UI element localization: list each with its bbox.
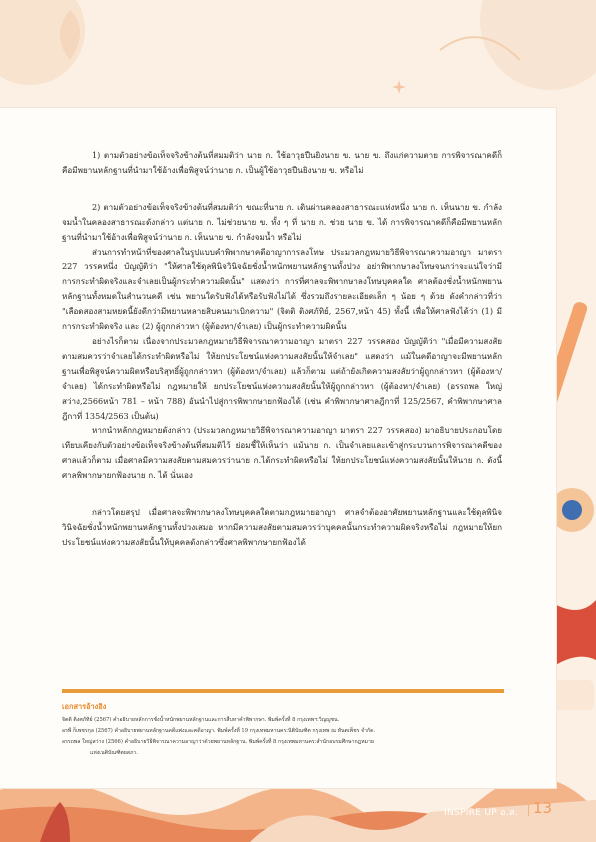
- paragraph: ส่วนการทำหน้าที่ของศาลในรูปแบบคำพิพากษาคดีอาญาการลงโทษ ประมวลกฎหมายวิธีพิจารณาความอาญา มาตรา 227 วรรคหนึ่ง บัญญัติว่า "ให้ศาลใช้ดุลพินิจวินิจฉัยชั่งน้ำหนักพยานหลักฐานทั้งปวง อย่าพิพากษาลงโทษจนกว่าจะแน่ใจว่ามีการกระทำผิดจริงและจำเลยเป็นผู้กระทำความผิดนั้น" แสดงว่า การที่ศาลจะพิพากษาลงโทษบุคคลใด ศาลต้องชั่งน้ำหนักพยานหลักฐานทั้งหมดในสำนวนคดี เช่น พยานใดรับฟังได้หรือรับฟังไม่ได้ ซึ่งรวมถึงรายละเอียดเล็ก ๆ น้อย ๆ ด้วย ดังคำกล่าวที่ว่า "เลือดสองสามหยดนี้ยังดีกว่ามีพยานหลายสิบคนมาเบิกความ" (จิตติ ติงศภัทิย์, 2567,หน้า 45) ทั้งนี้ เพื่อให้ศาลฟังได้ว่า (1) มีการกระทำผิดจริง และ (2) ผู้ถูกกล่าวหา (ผู้ต้องหา/จำเลย) เป็นผู้กระทำความผิดนั้น: [62, 246, 502, 332]
- paragraph: 2) ตามตัวอย่างข้อเท็จจริงข้างต้นที่สมมติว่า ขณะที่นาย ก. เดินผ่านคลองสาธารณะแห่งหนึ่ง นาย ก. เห็นนาย ข. กำลังจมน้ำในคลองสาธารณะดังกล่าว แต่นาย ก. ไม่ช่วยนาย ข. ทั้ง ๆ ที่ นาย ก. ช่วย นาย ข. ได้ การพิจารณาคดีก็คือมีพยานหลักฐานที่นำมาใช้อ้างเพื่อพิสูจน์ว่านาย ก. เห็นนาย ข. กำลังจมน้ำ หรือไม่: [62, 201, 502, 242]
- article-body: [62, 148, 502, 550]
- reference-item: อรพี ก็เพชรกุล (2567) คำอธิบายพยานหลักฐานคดีแพ่งและคดีอาญา. พิมพ์ครั้งที่ 19 กรุงเทพมหานคร:นิติบัณฑิต กรุงเทพ ณ ทันตเพ็ชร จำกัด.: [62, 728, 376, 734]
- references-heading: เอกสารอ้างอิง: [62, 702, 107, 711]
- reference-item: อรรถพล ใหญ่สว่าง (2566) คำอธิบายวิธีพิจารณาความอาญาว่าด้วยพยานหลักฐาน. พิมพ์ครั้งที่ 8 กรุงเทพมหานคร:สำนักอบรมศึกษากฎหมาย: [62, 739, 374, 745]
- top-left-leaf-decoration: [0, 0, 140, 100]
- references-divider: [62, 689, 504, 693]
- top-right-circle-decoration: [440, 0, 596, 110]
- paragraph: อย่างไรก็ตาม เนื่องจากประมวลกฎหมายวิธีพิจารณาความอาญา มาตรา 227 วรรคสอง บัญญัติว่า "เมื่อมีความสงสัยตามสมควรว่าจำเลยได้กระทำผิดหรือไม่ ให้ยกประโยชน์แห่งความสงสัยนั้นให้จำเลย" แสดงว่า แม้ในคดีอาญาจะมีพยานหลักฐานเพื่อพิสูจน์ความผิดหรือบริสุทธิ์ผู้ถูกกล่าวหา (ผู้ต้องหา/จำเลย) แล้วก็ตาม แต่ถ้ายังเกิดความสงสัยว่าผู้ถูกกล่าวหา (ผู้ต้องหา/จำเลย) ได้กระทำผิดหรือไม่ กฎหมายให้ ยกประโยชน์แห่งความสงสัยนั้นให้ผู้ถูกกล่าวหา (ผู้ต้องหา/จำเลย) (อรรถพล ใหญ่สว่าง,2566หน้า 781 – หน้า 788) อันนำไปสู่การพิพากษายกฟ้องได้ (เช่น คำพิพากษาศาลฎีกาที่ 125/2567, คำพิพากษาศาลฎีกาที่ 1354/2563 เป็นต้น): [62, 335, 502, 421]
- footer-separator: [528, 804, 529, 816]
- star-icon: [392, 80, 406, 94]
- reference-item: จิตติ ติงศภัทิย์ (2567) คำอธิบายหลักการชั่งน้ำหนักพยานหลักฐานและการสืบหาคำพิพากษา. พิมพ์ครั้งที่ 8 กรุงเทพฯ:วิญญูชน.: [62, 717, 340, 723]
- references-list: [62, 715, 502, 759]
- paragraph: หากนำหลักกฎหมายดังกล่าว (ประมวลกฎหมายวิธีพิจารณาความอาญา มาตรา 227 วรรคสอง) มาอธิบายประกอบโดยเทียบเคียงกับตัวอย่างข้อเท็จจริงข้างต้นที่สมมติไว้ ย่อมชี้ให้เห็นว่า แม้นาย ก. เป็นจำเลยและเข้าสู่กระบวนการพิจารณาคดีของศาลแล้วก็ตาม เมื่อศาลมีความสงสัยตามสมควรว่านาย ก.ได้กระทำผิดหรือไม่ ให้ยกประโยชน์แห่งความสงสัยนั้นให้นาย ก. ดังนี้ ศาลพิพากษายกฟ้องนาย ก. ได้ นั่นเอง: [62, 425, 502, 481]
- paragraph: 1) ตามตัวอย่างข้อเท็จจริงข้างต้นที่สมมติว่า นาย ก. ใช้อาวุธปืนยิงนาย ข. นาย ข. ถึงแก่ความตาย การพิจารณาคดีก็คือมีพยานหลักฐานที่นำมาใช้อ้างเพื่อพิสูจน์ว่านาย ก. เป็นผู้ใช้อาวุธปืนยิงนาย ข. หรือไม่: [62, 150, 502, 175]
- paragraph: กล่าวโดยสรุป เมื่อศาลจะพิพากษาลงโทษบุคคลใดตามกฎหมายอาญา ศาลจำต้องอาศัยพยานหลักฐานและใช้ดุลพินิจวินิจฉัยชั่งน้ำหนักพยานหลักฐานทั้งปวงเสมอ หากมีความสงสัยตามสมควรว่าบุคคลนั้นกระทำความผิดจริงหรือไม่ กฎหมายให้ยกประโยชน์แห่งความสงสัยนั้นให้บุคคลดังกล่าวซึ่งศาลพิพากษายกฟ้องได้: [62, 507, 502, 547]
- reference-item: แห่งเนติบัณฑิตยสภา.: [90, 750, 138, 756]
- page-number: 13: [533, 799, 553, 817]
- footer-brand: INSPIRE UP อ.ส.: [444, 808, 518, 818]
